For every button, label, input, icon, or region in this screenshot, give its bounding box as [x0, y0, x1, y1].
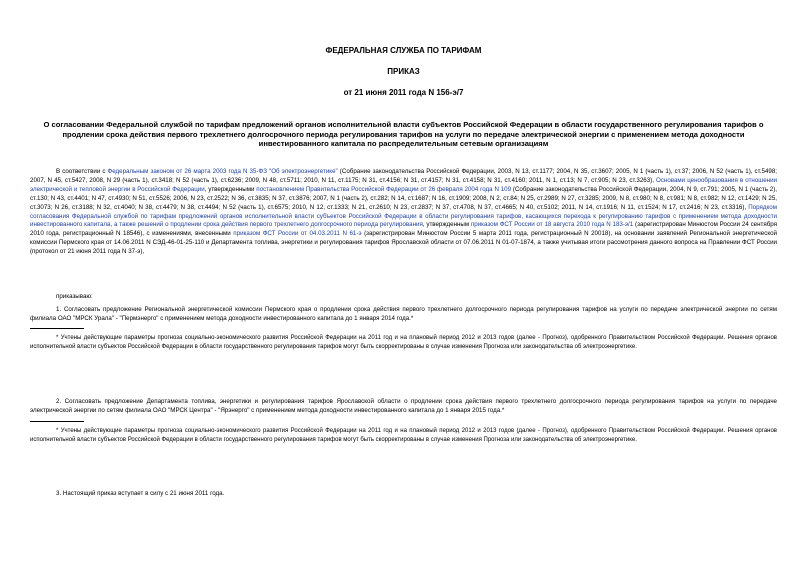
- footnote-2: [30, 427, 777, 444]
- order-item-1-text: 1. Согласовать предложение Региональной энергетической комиссии Пермского края о продлении срока действия первого трехлетнего долгосрочного периода регулирования тарифов на услуги по передаче электрической энергии по сетям филиала ОАО "МРСК Урала" - "Пермэнерго" с применением метода доходности инвестированного капитала до 1 января 2014 года.*: [30, 306, 777, 322]
- order-item-2-text: 2. Согласовать предложение Департамента топлива, энергетики и регулирования тарифов Ярославской области о продлении срока действия первого трехлетнего долгосрочного периода регулирования тарифов на услуги по передаче электрической энергии по сетям филиала ОАО "МРСК Центра" - "Ярэнерго" с применением метода доходности инвестированного капитала до 1 января 2015 года.*: [30, 398, 777, 414]
- link-pricing-basics[interactable]: Основами ценообразования в отношении электрической и тепловой энергии в Российской Федерации: [30, 176, 777, 193]
- footnote-1-text: * Учтены действующие параметры прогноза социально-экономического развития Российской Федерации на 2011 год и на плановый период 2012 и 2013 годов (далее - Прогноз), одобренного Правительством Российской Федерации. Решения органов исполнительной власти субъектов Российской Федерации в области государственного регулирования тарифов могут быть скорректированы в случае изменения Прогноза или законодательства об электроэнергетике.: [30, 335, 777, 350]
- doc-date-heading: от 21 июня 2011 года N 156-э/7: [343, 88, 464, 97]
- preamble-text-3: , утвержденными: [204, 185, 257, 193]
- link-fst-order-183[interactable]: приказом ФСТ России от 18 августа 2010 года N 183-э/1: [470, 221, 634, 229]
- document-title: О согласовании Федеральной службой по тарифам предложений органов исполнительной власти субъектов Российской Федерации в области государственного регулирования тарифов о продлении срока действия первого трехлетнего долгосрочного периода регулирования тарифов на услуги по передаче электрической энергии с применением метода доходности инвестированного капитала по распределительным сетевым организациям: [43, 120, 764, 149]
- preamble-text-4: (Собрание законодательства Российской Федерации, 2004, N 9, ст.791; 2005, N 1 (часть 2), ст.130; N 43, ст.4401; N 47, ст.4930; N 51, ст.5526; 2006, N 23, ст.2522; N 36, ст.3835; N 37, ст.3876; 2007, N 1 (часть 2), ст.282; N 14, ст.1687; N 16, ст.1909; 2008, N 2, ст.84; N 25, ст.2989; N 27, ст.3285; 2009, N 8, ст.980; N 8, ст.981; N 8, ст.982; N 12, ст.1429; N 25, ст.3073; N 26, ст.3188; N 32, ст.4040; N 38, ст.4479; N 38, ст.4494; N 52 (часть 1), ст.6575; 2010, N 12, ст.1333; N 21, ст.2610; N 23, ст.2837; N 37, ст.4708, N 37, ст.4665; N 40, ст.5102; 2011, N 14, ст.1916; N 11, ст.1524; N 17, ст.2416; N 23, ст.3316),: [30, 185, 777, 211]
- order-item-3: [30, 490, 777, 499]
- preamble-paragraph: [30, 168, 777, 257]
- order-word: [30, 293, 777, 302]
- order-word-text: приказываю:: [56, 293, 93, 300]
- link-federal-law[interactable]: Федеральным законом от 26 марта 2003 года N 35-ФЗ "Об электроэнергетике": [107, 168, 338, 175]
- footnote-divider-2: [30, 421, 84, 422]
- link-fst-order-61[interactable]: приказом ФСТ России от 04.03.2011 N 61-э: [233, 230, 362, 238]
- order-item-3-text: 3. Настоящий приказ вступает в силу с 21 июня 2011 года.: [56, 490, 225, 497]
- footnote-1: [30, 334, 777, 351]
- footnote-2-text: * Учтены действующие параметры прогноза социально-экономического развития Российской Федерации на 2011 год и на плановый период 2012 и 2013 годов (далее - Прогноз), одобренного Правительством Российской Федерации. Решения органов исполнительной власти субъектов Российской Федерации в области государственного регулирования тарифов могут быть скорректированы в случае изменения Прогноза или законодательства об электроэнергетике.: [30, 428, 777, 443]
- link-government-decree[interactable]: постановлением Правительства Российской Федерации от 26 февраля 2004 года N 109: [256, 185, 512, 193]
- preamble-text-7: (зарегистрирован Минюстом России 5 марта 2011 года, регистрационный N 20018), на основании заявлений Региональной энергетической комиссии Пермского края от 14.06.2011 N СЭД-46-01-25-110 и Департамента топлива, энергетики и регулирования тарифов Ярославской области от 07.06.2011 N 01-07-1874, а также учитывая итоги рассмотрения данного вопроса на Правлении ФСТ России (протокол от 21 июня 2011 года N 37-э),: [30, 230, 777, 256]
- order-item-1: [30, 306, 777, 324]
- link-approval-procedure[interactable]: Порядком согласования Федеральной службой по тарифам предложений органов исполнительной власти субъектов Российской Федерации в области регулирования тарифов, касающихся перехода к регулированию тарифов с применением метода доходности инвестированного капитала, а также решений о продлении срока действия первого трехлетнего долгосрочного периода регулирования: [30, 203, 777, 229]
- agency-heading: ФЕДЕРАЛЬНАЯ СЛУЖБА ПО ТАРИФАМ: [325, 46, 482, 55]
- order-item-2: [30, 398, 777, 416]
- doc-type-heading: ПРИКАЗ: [387, 67, 420, 76]
- preamble-text-1: В соответствии с: [56, 168, 108, 175]
- preamble-text-6: (зарегистрирован Минюстом России 24 сентября 2010 года, регистрационный N 18546), с изменениями, внесенными: [30, 221, 777, 238]
- preamble-text-5: , утвержденным: [422, 221, 471, 229]
- preamble-text-2: (Собрание законодательства Российской Федерации, 2003, N 13, ст.1177; 2004, N 35, ст.3607; 2005, N 1 (часть 1), ст.37; 2006, N 52 (часть 1), ст.5498; 2007, N 45, ст.5427, 2008, N 29 (часть 1), ст.3418; N 52 (часть 1), ст.6236; 2009, N 48, ст.5711; 2010, N 11, ст.1175; N 31, ст.4156; N 31, ст.4157; N 31, ст.4158; N 31, ст.4160; 2011, N 1, ст.13; N 7, ст.905; N 23, ст.3263),: [30, 168, 777, 184]
- footnote-divider-1: [30, 328, 84, 329]
